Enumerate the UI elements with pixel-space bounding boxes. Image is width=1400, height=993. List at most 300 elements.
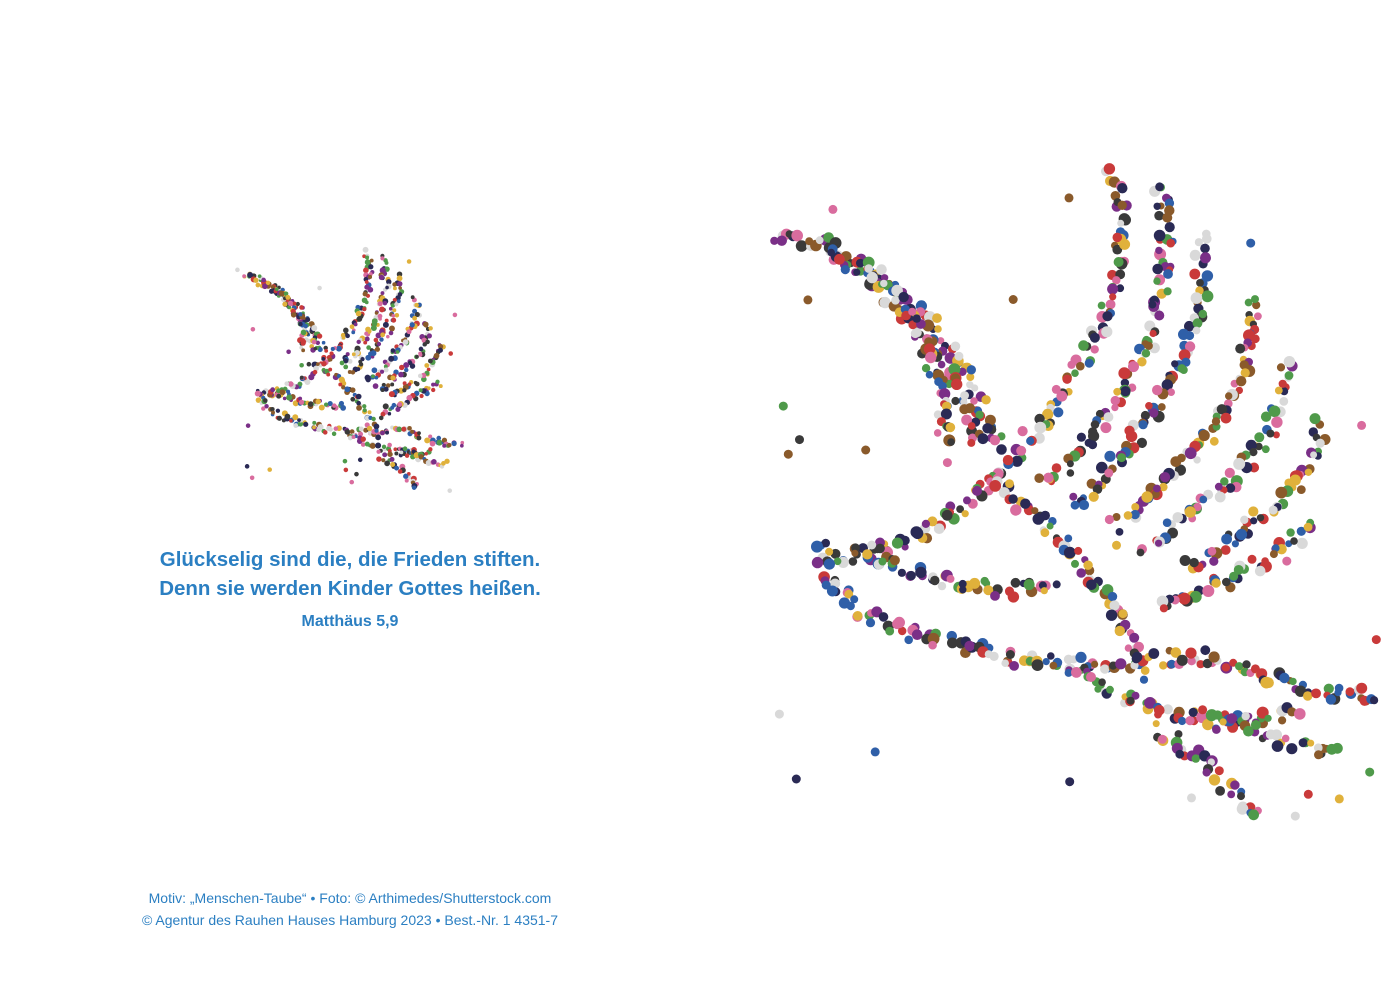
- person-dot: [1018, 426, 1028, 436]
- stray-person-dot: [453, 313, 458, 318]
- person-dot: [834, 254, 845, 265]
- person-dot: [1237, 792, 1245, 800]
- person-dot: [1233, 458, 1245, 470]
- person-dot: [368, 275, 372, 279]
- person-dot: [291, 312, 296, 317]
- stray-person-dot: [828, 205, 837, 214]
- person-dot: [1085, 359, 1094, 368]
- credits-line-1: Motiv: „Menschen-Taube“ • Foto: © Arthimedes/Shutterstock.com: [148, 890, 552, 906]
- person-dot: [1251, 720, 1261, 730]
- person-dot: [1250, 517, 1257, 524]
- person-dot: [386, 335, 390, 339]
- person-dot: [326, 426, 331, 431]
- stray-person-dot: [1357, 421, 1366, 430]
- person-dot: [1304, 523, 1313, 532]
- people-stroke: [817, 472, 1001, 568]
- person-dot: [410, 430, 414, 434]
- stray-person-dot: [407, 259, 412, 264]
- person-dot: [392, 308, 396, 312]
- person-dot: [880, 280, 887, 287]
- person-dot: [1034, 422, 1046, 434]
- person-dot: [276, 409, 280, 413]
- person-dot: [1088, 427, 1097, 436]
- person-dot: [1149, 301, 1157, 309]
- person-dot: [1118, 201, 1127, 210]
- verse-reference: Matthäus 5,9: [301, 613, 399, 630]
- person-dot: [362, 404, 366, 408]
- person-dot: [299, 400, 304, 405]
- person-dot: [907, 571, 916, 580]
- person-dot: [363, 408, 367, 412]
- person-dot: [1215, 786, 1225, 796]
- stray-person-dot: [1372, 635, 1381, 644]
- person-dot: [1033, 513, 1045, 525]
- person-dot: [277, 416, 282, 421]
- person-dot: [1105, 515, 1114, 524]
- person-dot: [1074, 547, 1082, 555]
- person-dot: [389, 391, 395, 397]
- stray-person-dot: [235, 268, 240, 273]
- person-dot: [1145, 402, 1153, 410]
- stray-person-dot: [358, 458, 363, 463]
- person-dot: [376, 450, 380, 454]
- people-stroke: [259, 361, 323, 398]
- person-dot: [1098, 678, 1106, 686]
- person-dot: [1153, 277, 1160, 284]
- person-dot: [1285, 371, 1294, 380]
- person-dot: [300, 340, 305, 345]
- person-dot: [283, 397, 287, 401]
- person-dot: [853, 269, 860, 276]
- person-dot: [390, 375, 395, 380]
- person-dot: [313, 370, 318, 375]
- person-dot: [363, 247, 369, 253]
- person-dot: [1284, 356, 1295, 367]
- image-credits: [100, 887, 600, 931]
- person-dot: [356, 394, 362, 400]
- person-dot: [332, 403, 337, 408]
- person-dot: [324, 349, 328, 353]
- person-dot: [379, 275, 384, 280]
- person-dot: [365, 355, 371, 361]
- person-dot: [270, 387, 275, 392]
- person-dot: [1232, 540, 1239, 547]
- person-dot: [364, 332, 368, 336]
- person-dot: [1269, 506, 1278, 515]
- person-dot: [1370, 696, 1378, 704]
- person-dot: [1075, 652, 1086, 663]
- person-dot: [375, 311, 379, 315]
- stray-person-dot: [344, 468, 349, 473]
- person-dot: [370, 259, 374, 263]
- person-dot: [926, 371, 934, 379]
- person-dot: [1106, 686, 1114, 694]
- stray-person-dot: [779, 402, 788, 411]
- person-dot: [1202, 234, 1212, 244]
- person-dot: [964, 641, 974, 651]
- stray-person-dot: [1335, 794, 1344, 803]
- person-dot: [1209, 651, 1220, 662]
- person-dot: [1100, 422, 1111, 433]
- person-dot: [1160, 472, 1170, 482]
- stray-person-dot: [871, 747, 880, 756]
- stray-person-dot: [1304, 790, 1313, 799]
- person-dot: [777, 236, 787, 246]
- person-dot: [434, 353, 440, 359]
- person-dot: [1091, 345, 1099, 353]
- person-dot: [1299, 738, 1308, 747]
- person-dot: [1166, 239, 1175, 248]
- person-dot: [1208, 547, 1217, 556]
- person-dot: [415, 355, 419, 359]
- person-dot: [1185, 506, 1196, 517]
- person-dot: [1139, 420, 1148, 429]
- stray-person-dot: [379, 416, 384, 421]
- person-dot: [332, 432, 337, 437]
- person-dot: [383, 403, 389, 409]
- person-dot: [1107, 284, 1118, 295]
- person-dot: [1158, 735, 1167, 744]
- person-dot: [242, 274, 246, 278]
- person-dot: [1193, 318, 1203, 328]
- person-dot: [328, 368, 332, 372]
- person-dot: [1356, 683, 1367, 694]
- person-dot: [390, 383, 394, 387]
- person-dot: [1303, 691, 1312, 700]
- person-dot: [1076, 568, 1086, 578]
- person-dot: [1305, 469, 1312, 476]
- person-dot: [385, 431, 389, 435]
- person-dot: [1016, 446, 1026, 456]
- person-dot: [1222, 663, 1230, 671]
- person-dot: [899, 292, 909, 302]
- person-dot: [1079, 500, 1089, 510]
- person-dot: [431, 383, 435, 387]
- person-dot: [299, 305, 304, 310]
- verse-line-1: Glückselig sind die, die Frieden stiften.: [159, 548, 541, 571]
- person-dot: [1153, 485, 1161, 493]
- person-dot: [298, 313, 302, 317]
- person-dot: [390, 462, 395, 467]
- person-dot: [403, 446, 408, 451]
- person-dot: [1154, 203, 1161, 210]
- person-dot: [415, 382, 420, 387]
- person-dot: [305, 379, 311, 385]
- person-dot: [1116, 528, 1124, 536]
- person-dot: [1152, 264, 1163, 275]
- stray-person-dot: [245, 464, 250, 469]
- person-dot: [381, 458, 385, 462]
- person-dot: [340, 361, 345, 366]
- person-dot: [1104, 412, 1114, 422]
- person-dot: [911, 329, 920, 338]
- person-dot: [1222, 578, 1231, 587]
- person-dot: [286, 395, 292, 401]
- person-dot: [1101, 326, 1112, 337]
- person-dot: [1262, 445, 1270, 453]
- person-dot: [351, 330, 355, 334]
- person-dot: [1032, 659, 1044, 671]
- person-dot: [1165, 222, 1175, 232]
- stray-person-dot: [391, 348, 396, 353]
- person-dot: [934, 429, 942, 437]
- people-stroke: [1069, 230, 1213, 511]
- person-dot: [1056, 391, 1067, 402]
- person-dot: [1008, 591, 1019, 602]
- stray-person-dot: [867, 541, 876, 550]
- person-dot: [419, 388, 423, 392]
- person-dot: [879, 558, 887, 566]
- dove-people-large-image: [740, 150, 1400, 850]
- person-dot: [1275, 387, 1283, 395]
- person-dot: [1310, 451, 1317, 458]
- person-dot: [374, 429, 378, 433]
- stray-person-dot: [1187, 793, 1196, 802]
- person-dot: [1230, 780, 1239, 789]
- person-dot: [1279, 397, 1288, 406]
- person-dot: [1053, 407, 1063, 417]
- person-dot: [1128, 361, 1139, 372]
- person-dot: [1164, 287, 1172, 295]
- person-dot: [397, 402, 402, 407]
- person-dot: [1307, 740, 1314, 747]
- person-dot: [981, 395, 990, 404]
- person-dot: [1198, 705, 1207, 714]
- person-dot: [1141, 666, 1150, 675]
- person-dot: [344, 386, 350, 392]
- person-dot: [1212, 725, 1221, 734]
- person-dot: [1071, 560, 1079, 568]
- person-dot: [947, 438, 955, 446]
- person-dot: [312, 425, 316, 429]
- person-dot: [1255, 566, 1266, 577]
- stray-person-dot: [822, 581, 831, 590]
- person-dot: [394, 466, 399, 471]
- person-dot: [365, 442, 370, 447]
- person-dot: [1137, 549, 1145, 557]
- person-dot: [894, 617, 905, 628]
- person-dot: [1180, 555, 1191, 566]
- person-dot: [967, 439, 975, 447]
- person-dot: [1106, 610, 1117, 621]
- stray-person-dot: [389, 331, 394, 336]
- person-dot: [1266, 430, 1274, 438]
- stray-person-dot: [1112, 541, 1121, 550]
- person-dot: [1064, 535, 1072, 543]
- person-dot: [947, 575, 955, 583]
- person-dot: [1104, 163, 1115, 174]
- person-dot: [1163, 269, 1173, 279]
- person-dot: [253, 278, 258, 283]
- credits-line-2: © Agentur des Rauhen Hauses Hamburg 2023 • Best.-Nr. 1 4351-7: [141, 912, 558, 928]
- people-stroke: [398, 446, 450, 468]
- person-dot: [1043, 658, 1050, 665]
- person-dot: [391, 318, 396, 323]
- person-dot: [431, 459, 437, 465]
- person-dot: [1118, 367, 1130, 379]
- stray-person-dot: [323, 430, 328, 435]
- person-dot: [269, 289, 274, 294]
- person-dot: [1248, 506, 1258, 516]
- person-dot: [293, 423, 298, 428]
- person-dot: [1113, 388, 1121, 396]
- person-dot: [965, 403, 975, 413]
- person-dot: [985, 650, 993, 658]
- person-dot: [1221, 534, 1232, 545]
- person-dot: [968, 422, 976, 430]
- person-dot: [375, 434, 381, 440]
- people-stroke: [816, 232, 989, 447]
- person-dot: [1236, 376, 1246, 386]
- person-dot: [319, 405, 325, 411]
- person-dot: [1154, 211, 1164, 221]
- person-dot: [982, 423, 992, 433]
- person-dot: [989, 480, 1001, 492]
- person-dot: [1236, 529, 1247, 540]
- person-dot: [1124, 511, 1133, 520]
- card-right-panel: [700, 0, 1400, 993]
- person-dot: [452, 441, 457, 446]
- person-dot: [460, 444, 464, 448]
- person-dot: [317, 333, 322, 338]
- person-dot: [395, 407, 400, 412]
- person-dot: [403, 339, 409, 345]
- person-dot: [308, 401, 314, 407]
- person-dot: [1220, 718, 1227, 725]
- person-dot: [1091, 661, 1098, 668]
- person-dot: [378, 301, 383, 306]
- people-stroke: [1137, 356, 1298, 556]
- person-dot: [379, 306, 385, 312]
- person-dot: [365, 255, 369, 259]
- person-dot: [371, 417, 375, 421]
- person-dot: [318, 424, 324, 430]
- person-dot: [1254, 312, 1262, 320]
- person-dot: [1279, 673, 1289, 683]
- people-stroke: [928, 631, 1188, 675]
- stray-person-dot: [251, 327, 256, 332]
- person-dot: [1026, 437, 1034, 445]
- person-dot: [1202, 585, 1214, 597]
- stray-person-dot: [286, 349, 291, 354]
- people-stroke: [990, 163, 1132, 482]
- person-dot: [1209, 774, 1220, 785]
- stray-person-dot: [307, 362, 312, 367]
- person-dot: [261, 278, 266, 283]
- stray-person-dot: [387, 443, 392, 448]
- person-dot: [816, 236, 824, 244]
- person-dot: [1335, 684, 1344, 693]
- person-dot: [365, 280, 369, 284]
- person-dot: [1297, 485, 1306, 494]
- person-dot: [1248, 555, 1257, 564]
- person-dot: [1178, 364, 1187, 373]
- person-dot: [394, 302, 398, 306]
- person-dot: [390, 406, 394, 410]
- person-dot: [424, 452, 428, 456]
- person-dot: [1071, 667, 1082, 678]
- person-dot: [1177, 655, 1188, 666]
- stray-person-dot: [263, 398, 268, 403]
- person-dot: [416, 436, 421, 441]
- person-dot: [350, 324, 355, 329]
- stray-person-dot: [447, 488, 452, 493]
- person-dot: [1052, 463, 1062, 473]
- person-dot: [342, 336, 346, 340]
- person-dot: [1117, 220, 1124, 227]
- person-dot: [439, 384, 443, 388]
- person-dot: [389, 307, 393, 311]
- person-dot: [1235, 344, 1245, 354]
- person-dot: [1041, 528, 1050, 537]
- person-dot: [1154, 705, 1165, 716]
- person-dot: [365, 375, 371, 381]
- person-dot: [436, 436, 441, 441]
- person-dot: [1148, 648, 1159, 659]
- person-dot: [322, 341, 326, 345]
- person-dot: [1115, 658, 1126, 669]
- person-dot: [376, 456, 382, 462]
- person-dot: [261, 406, 265, 410]
- person-dot: [431, 388, 435, 392]
- person-dot: [812, 557, 823, 568]
- person-dot: [380, 370, 384, 374]
- person-dot: [1126, 431, 1137, 442]
- person-dot: [791, 230, 803, 242]
- person-dot: [321, 357, 325, 361]
- person-dot: [1211, 578, 1220, 587]
- person-dot: [1155, 540, 1162, 547]
- person-dot: [392, 282, 396, 286]
- person-dot: [851, 550, 858, 557]
- person-dot: [951, 342, 961, 352]
- person-dot: [1152, 385, 1162, 395]
- person-dot: [315, 399, 321, 405]
- person-dot: [384, 367, 389, 372]
- person-dot: [1170, 456, 1181, 467]
- person-dot: [395, 313, 400, 318]
- person-dot: [1069, 493, 1077, 501]
- stray-person-dot: [1282, 557, 1291, 566]
- person-dot: [300, 376, 304, 380]
- person-dot: [978, 433, 989, 444]
- person-dot: [255, 391, 261, 397]
- person-dot: [396, 350, 400, 354]
- person-dot: [1158, 403, 1166, 411]
- person-dot: [412, 316, 417, 321]
- person-dot: [343, 365, 348, 370]
- person-dot: [908, 308, 916, 316]
- person-dot: [1067, 469, 1075, 477]
- person-dot: [1117, 183, 1127, 193]
- person-dot: [367, 426, 372, 431]
- stray-person-dot: [354, 472, 359, 477]
- person-dot: [1155, 182, 1164, 191]
- person-dot: [356, 405, 362, 411]
- stray-person-dot: [775, 710, 784, 719]
- person-dot: [428, 326, 432, 330]
- person-dot: [1043, 473, 1053, 483]
- person-dot: [298, 322, 302, 326]
- person-dot: [430, 441, 436, 447]
- stray-person-dot: [419, 347, 424, 352]
- person-dot: [312, 340, 317, 345]
- stray-person-dot: [954, 352, 963, 361]
- person-dot: [402, 388, 406, 392]
- person-dot: [1154, 311, 1164, 321]
- person-dot: [1102, 311, 1112, 321]
- stray-person-dot: [398, 292, 403, 297]
